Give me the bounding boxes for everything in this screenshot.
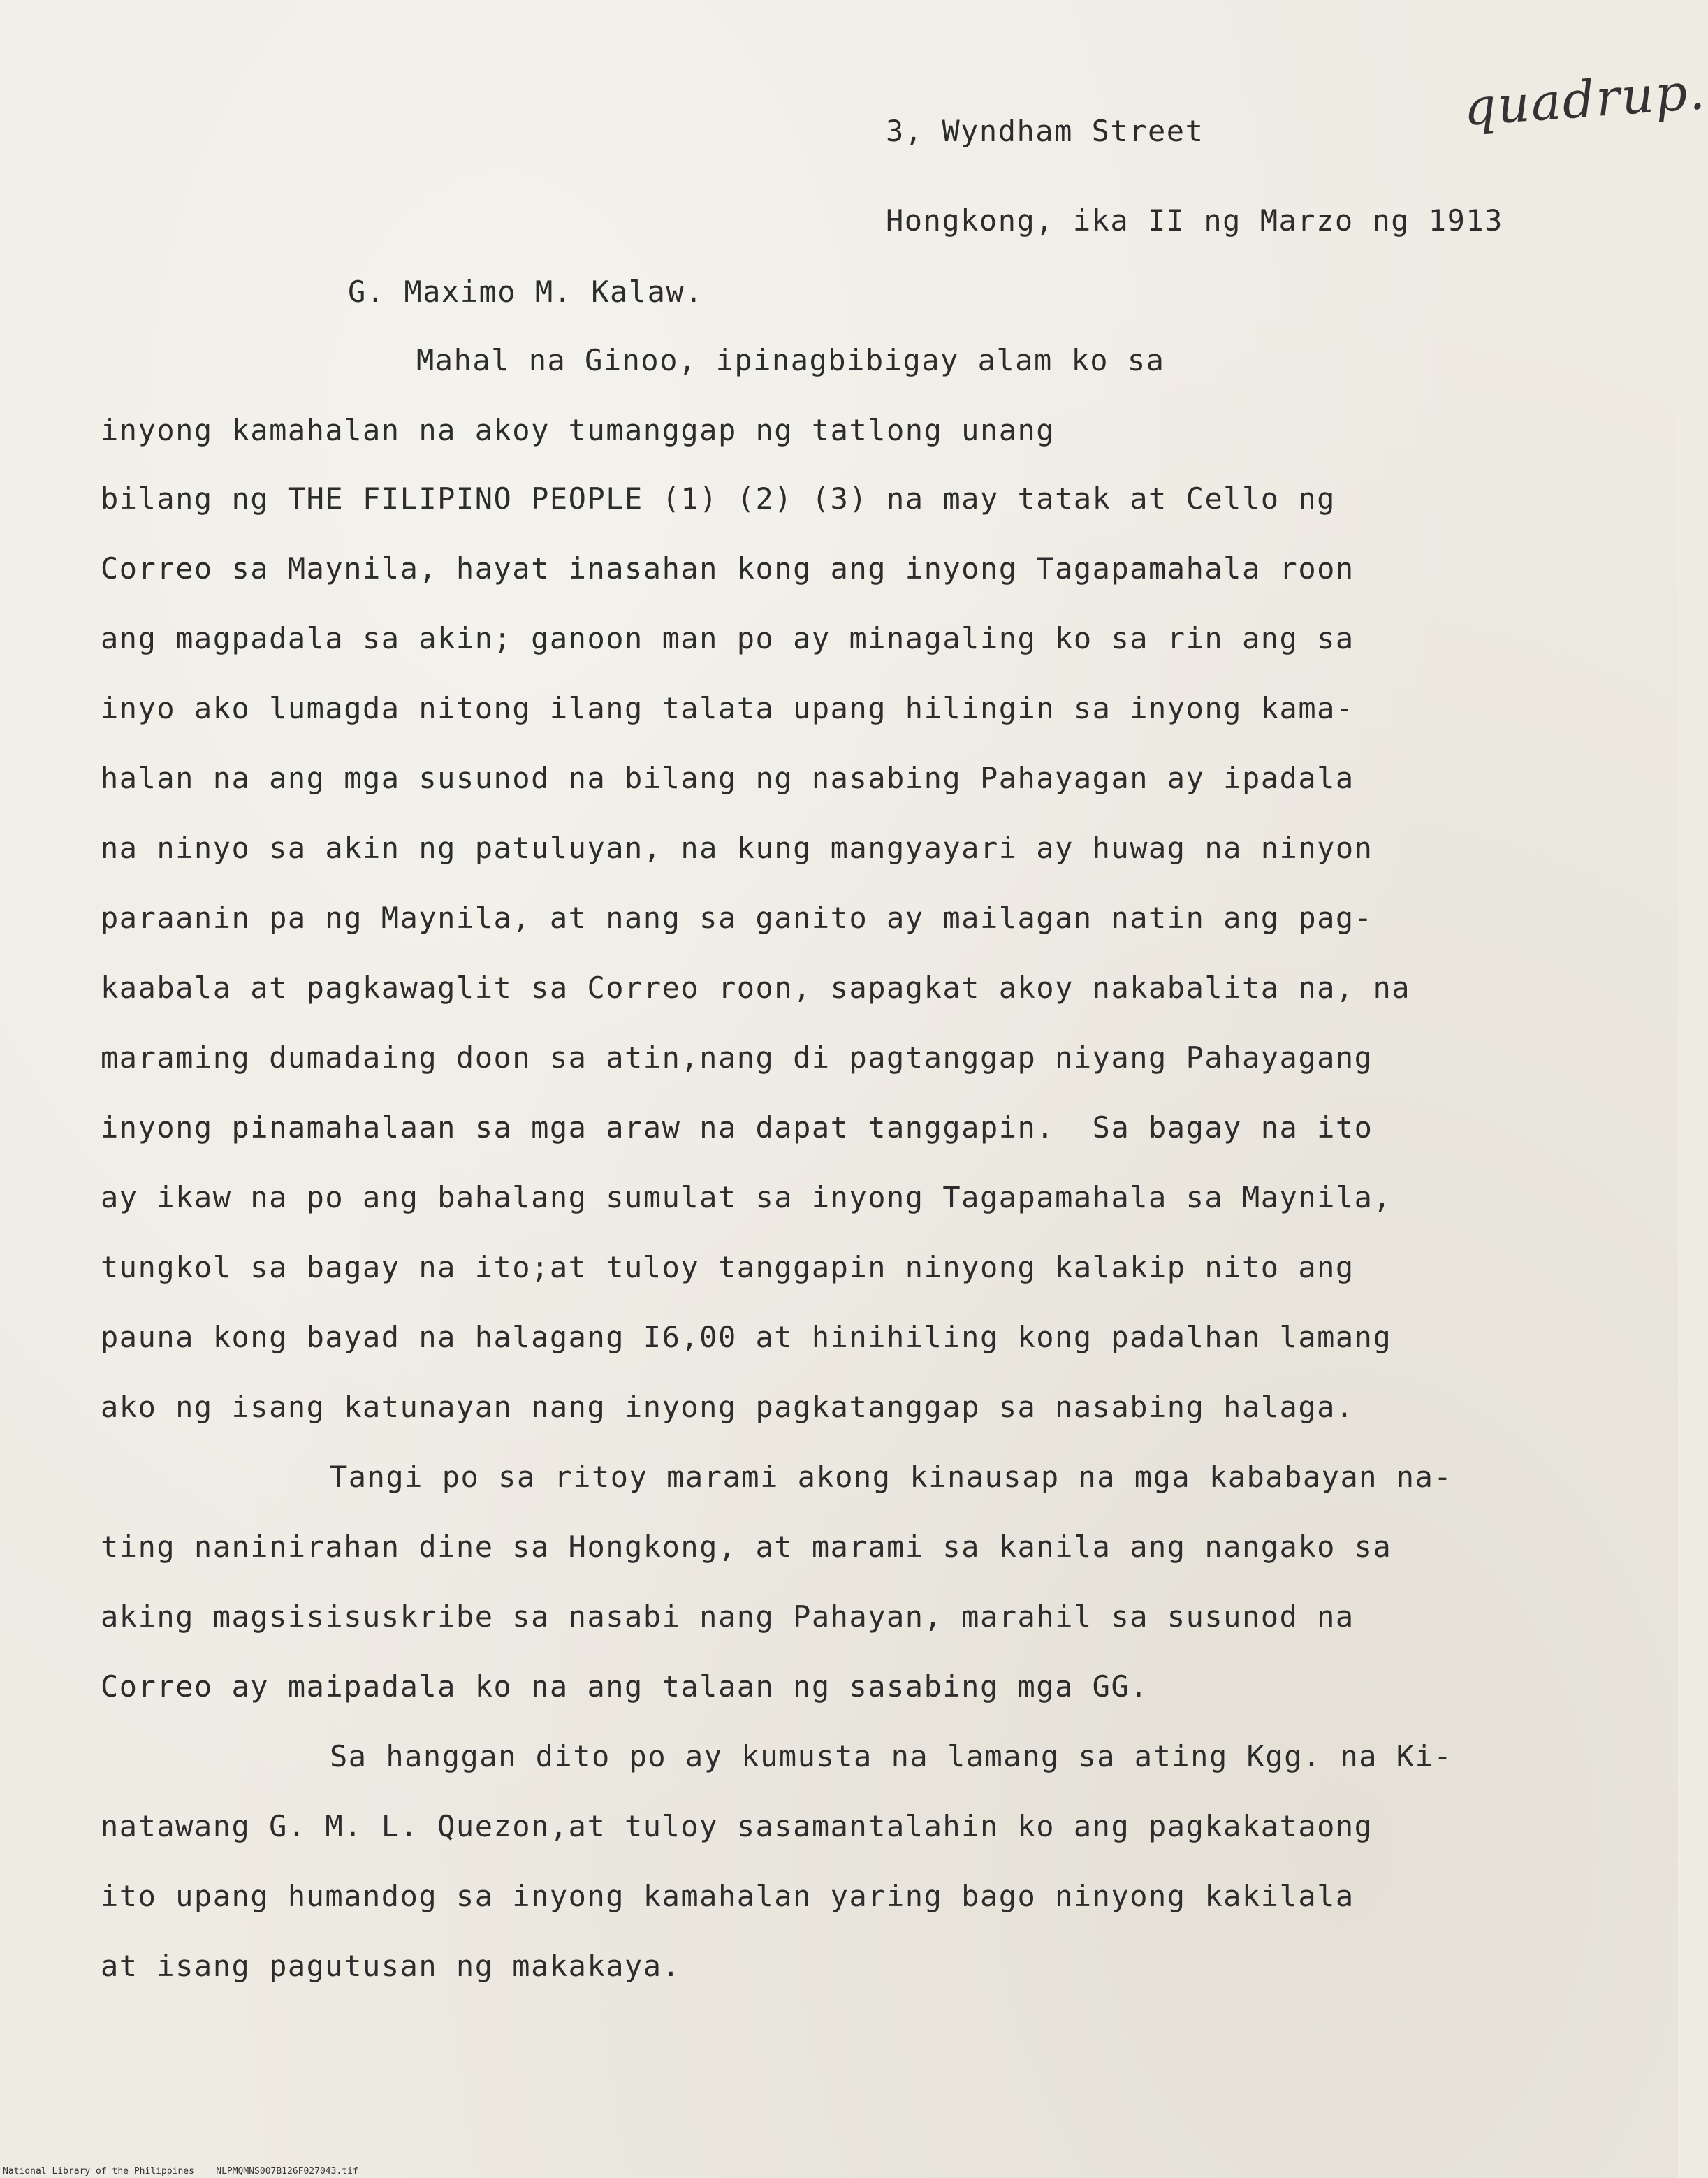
body-line: inyong kamahalan na akoy tumanggap ng tatlong unang	[101, 413, 1056, 447]
body-line: pauna kong bayad na halagang I6,00 at hinihiling kong padalhan lamang	[101, 1320, 1392, 1354]
body-line: maraming dumadaing doon sa atin,nang di pagtanggap niyang Pahayagang	[101, 1040, 1373, 1075]
library-name: National Library of the Philippines	[3, 2166, 194, 2177]
body-line: paraanin pa ng Maynila, at nang sa ganito ay mailagan natin ang pag-	[101, 901, 1373, 935]
archive-footer	[3, 2166, 358, 2177]
body-line: bilang ng THE FILIPINO PEOPLE (1) (2) (3) na may tatak at Cello ng	[101, 481, 1336, 516]
body-line: Sa hanggan dito po ay kumusta na lamang sa ating Kgg. na Ki-	[330, 1739, 1453, 1773]
body-line: ang magpadala sa akin; ganoon man po ay minagaling ko sa rin ang sa	[101, 621, 1355, 655]
handwritten-note: quadrup.	[1461, 61, 1708, 138]
body-line: inyo ako lumagda nitong ilang talata upang hilingin sa inyong kama-	[101, 691, 1355, 725]
body-line: na ninyo sa akin ng patuluyan, na kung mangyayari ay huwag na ninyon	[101, 831, 1373, 865]
body-line: Tangi po sa ritoy marami akong kinausap na mga kababayan na-	[330, 1460, 1453, 1494]
body-line: tungkol sa bagay na ito;at tuloy tanggapin ninyong kalakip nito ang	[101, 1250, 1355, 1284]
body-line: aking magsisisuskribe sa nasabi nang Pahayan, marahil sa susunod na	[101, 1599, 1355, 1634]
body-line: ako ng isang katunayan nang inyong pagkatanggap sa nasabing halaga.	[101, 1390, 1355, 1424]
body-line: Correo sa Maynila, hayat inasahan kong ang inyong Tagapamahala roon	[101, 551, 1355, 586]
place-date: Hongkong, ika II ng Marzo ng 1913	[886, 203, 1503, 238]
body-line: inyong pinamahalaan sa mga araw na dapat tanggapin. Sa bagay na ito	[101, 1110, 1373, 1145]
body-line: Mahal na Ginoo, ipinagbibigay alam ko sa	[416, 343, 1165, 377]
body-line: ito upang humandog sa inyong kamahalan yaring bago ninyong kakilala	[101, 1879, 1355, 1913]
body-line: ting naninirahan dine sa Hongkong, at marami sa kanila ang nangako sa	[101, 1530, 1392, 1564]
body-line: ay ikaw na po ang bahalang sumulat sa inyong Tagapamahala sa Maynila,	[101, 1180, 1392, 1214]
body-line: at isang pagutusan ng makakaya.	[101, 1949, 681, 1983]
file-id: NLPMQMNS007B126F027043.tif	[216, 2166, 358, 2177]
sender-address: 3, Wyndham Street	[886, 114, 1204, 148]
body-line: halan na ang mga susunod na bilang ng nasabing Pahayagan ay ipadala	[101, 761, 1355, 795]
body-line: Correo ay maipadala ko na ang talaan ng sasabing mga GG.	[101, 1669, 1149, 1704]
recipient: G. Maximo M. Kalaw.	[348, 275, 703, 309]
body-line: kaabala at pagkawaglit sa Correo roon, sapagkat akoy nakabalita na, na	[101, 971, 1411, 1005]
body-line: natawang G. M. L. Quezon,at tuloy sasamantalahin ko ang pagkakataong	[101, 1809, 1373, 1843]
